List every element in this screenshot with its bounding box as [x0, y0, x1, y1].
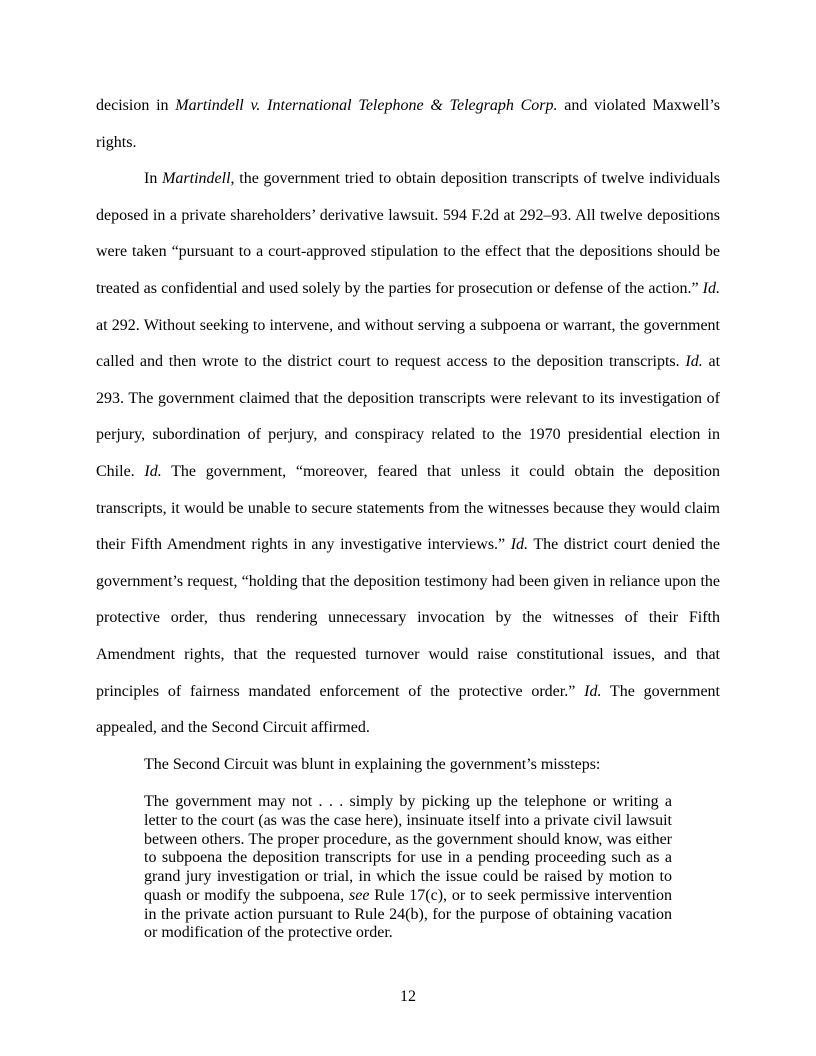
text-segment: at 293. The government claimed that the deposition transcripts were relevant to its investigation of perjury, subordination of perjury, and conspiracy related to the 1970 presidential election in Chile.: [96, 353, 721, 480]
text-segment: at 292. Without seeking to intervene, and without serving a subpoena or warrant, the government called and then wrote to the district court to request access to the deposition transcripts.: [96, 316, 720, 371]
text-segment: The district court denied the government’s request, “holding that the deposition testimony had been given in reliance upon the protective order, thus rendering unnecessary invocation by the witnesses of their Fifth Amendment rights, that the requested turnover would raise constitutional issues, and that principles of fairness mandated enforcement of the protective order.”: [96, 536, 720, 700]
body-paragraph: [96, 747, 720, 784]
page-number: 12: [400, 988, 416, 1005]
italic-text-segment: Id.: [144, 462, 162, 480]
body-paragraph: [96, 88, 720, 161]
italic-text-segment: see: [348, 886, 370, 904]
text-segment: In: [144, 170, 163, 188]
italic-text-segment: Id.: [685, 353, 703, 371]
italic-text-segment: Id.: [584, 682, 602, 700]
text-segment: , the government tried to obtain deposition transcripts of twelve individuals deposed in a private shareholders’ derivative lawsuit. 594 F.2d at 292–93. All twelve depositions were taken “pursuant to a court-approved stipulation to the effect that the depositions should be treated as confidential and used solely by the parties for prosecution or defense of the action.”: [96, 170, 721, 297]
document-body: [96, 88, 720, 943]
text-segment: and violated Maxwell’s rights.: [96, 97, 720, 151]
italic-text-segment: Id.: [510, 536, 529, 554]
block-quote: [144, 793, 672, 943]
text-segment: Rule 17(c), or to seek permissive intervention in the private action pursuant to Rule 24(b), for the purpose of obtaining vacation or modification of the protective order.: [144, 886, 673, 942]
text-segment: The government, “moreover, feared that unless it could obtain the deposition transcripts, it would be unable to secure statements from the witnesses because they would claim their Fifth Amendment rights in any investigative interviews.”: [96, 462, 720, 554]
italic-text-segment: Martindell: [162, 170, 231, 188]
text-segment: The Second Circuit was blunt in explaining the government’s missteps:: [144, 755, 601, 773]
body-paragraph: [96, 161, 720, 747]
text-segment: The government may not . . . simply by picking up the telephone or writing a letter to the court (as was the case here), insinuate itself into a private civil lawsuit between others. The proper procedure, as the government should know, was either to subpoena the deposition transcripts for use in a pending proceeding such as a grand jury investigation or trial, in which the issue could be raised by motion to quash or modify the subpoena,: [144, 793, 672, 904]
text-segment: The government appealed, and the Second Circuit affirmed.: [96, 682, 720, 737]
italic-text-segment: Martindell v. International Telephone & Telegraph Corp.: [175, 97, 558, 114]
italic-text-segment: Id.: [702, 279, 720, 297]
text-segment: decision in: [96, 97, 176, 114]
